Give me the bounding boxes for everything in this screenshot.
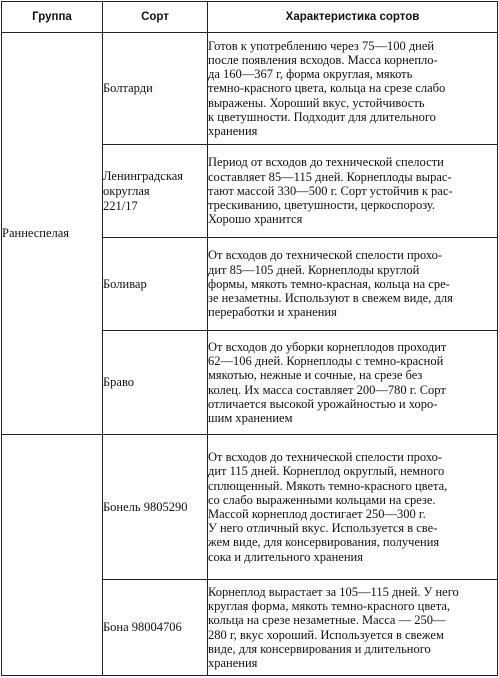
varieties-table (1, 1, 498, 676)
header-row (2, 2, 498, 33)
description-line: к цветушности. Подходит для длительного (208, 109, 436, 124)
table-body (2, 33, 498, 676)
variety-name-line: Ленинградская (103, 168, 184, 183)
variety-name-cell (103, 145, 208, 238)
description-line: Период от всходов до технической спелости (208, 155, 444, 170)
variety-description-cell (208, 145, 498, 238)
description-line: дит 115 дней. Корнеплод округлый, немного (208, 464, 445, 479)
description-line: кольца на срезе незаметные. Масса — 250— (208, 613, 446, 628)
variety-name-cell (103, 435, 208, 580)
description-line: круглая форма, мякоть темно-красного цвета, (208, 599, 450, 614)
header-group: Группа (2, 2, 103, 33)
description-line: От всходов до уборки корнеплодов проходит (208, 339, 447, 354)
variety-name-line: Бонель 9805290 (103, 499, 188, 514)
variety-name-line: округлая (103, 183, 150, 198)
description-line: хранения (208, 655, 258, 670)
description-line: Корнеплод вырастает за 105—115 дней. У него (208, 584, 459, 599)
description-line: Массой корнеплод достигает 250—300 г. (208, 507, 426, 521)
header-characteristics: Характеристика сортов (208, 2, 498, 33)
variety-name-line: Браво (103, 375, 135, 389)
description-line: выражены. Хороший вкус, устойчивость (208, 95, 425, 110)
description-line: 62—106 дней. Корнеплоды с темно-красной (208, 354, 444, 369)
variety-name-cell (103, 580, 208, 676)
description-line: мякотью, нежные и сочные, на срезе без (208, 368, 423, 383)
description-line: переработки и хранения (208, 305, 337, 320)
description-line: темно-красного цвета, кольца на срезе слабо (208, 81, 446, 96)
variety-description-cell (208, 238, 498, 331)
description-line: трескиванию, цветушности, церкоспорозу. (208, 198, 436, 213)
description-line: зе незаметны. Используют в свежем виде, для (208, 291, 453, 306)
description-line: со слабо выраженными кольцами на срезе. (208, 492, 436, 507)
variety-name-line: Болтарди (103, 81, 153, 95)
header-variety: Сорт (103, 2, 208, 33)
description-line: От всходов до технической спелости прохо- (208, 248, 443, 263)
description-line: хранения (208, 124, 258, 138)
description-line: жем виде, для консервирования, получения (208, 535, 440, 550)
table-row (2, 33, 498, 145)
description-line: после появления всходов. Масса корнепло- (208, 52, 438, 67)
variety-description-cell (208, 33, 498, 145)
description-line: тают массой 330—500 г. Сорт устойчив к рас- (208, 183, 453, 198)
description-line: виде, для консервирования и длительного (208, 641, 431, 656)
variety-description-cell (208, 331, 498, 435)
variety-description-cell (208, 435, 498, 580)
description-line: да 160—367 г, форма округлая, мякоть (208, 67, 413, 82)
description-line: сплющенный. Мякоть темно-красного цвета, (208, 478, 448, 493)
description-line: формы, мякоть темно-красная, кольца на сре- (208, 276, 450, 291)
variety-name-cell (103, 33, 208, 145)
description-line: Готов к употреблению через 75—100 дней (208, 38, 435, 53)
description-line: У него отличный вкус. Используется в све- (208, 521, 438, 536)
description-line: шим хранением (208, 410, 293, 425)
description-line: составляет 85—115 дней. Корнеплоды вырас- (208, 169, 452, 184)
description-line: сока и длительного хранения (208, 549, 363, 564)
group-cell (2, 435, 103, 676)
description-line: отличается высокой урожайностью и хоро- (208, 396, 438, 411)
variety-name-line: 221/17 (103, 198, 138, 213)
description-line: колец. Их масса составляет 200—780 г. Сорт (208, 382, 446, 397)
variety-name-line: Бона 98004706 (103, 620, 182, 634)
table-row (2, 435, 498, 580)
description-line: дит 85—105 дней. Корнеплоды круглой (208, 262, 420, 277)
description-line: Хорошо хранится (208, 212, 303, 227)
variety-name-cell (103, 238, 208, 331)
group-cell: Раннеспелая (2, 33, 103, 435)
variety-name-line: Боливар (103, 276, 147, 291)
description-line: От всходов до технической спелости прохо- (208, 450, 443, 465)
variety-name-cell (103, 331, 208, 435)
description-line: 280 г, вкус хороший. Используется в свежем (208, 627, 444, 642)
variety-description-cell (208, 580, 498, 676)
